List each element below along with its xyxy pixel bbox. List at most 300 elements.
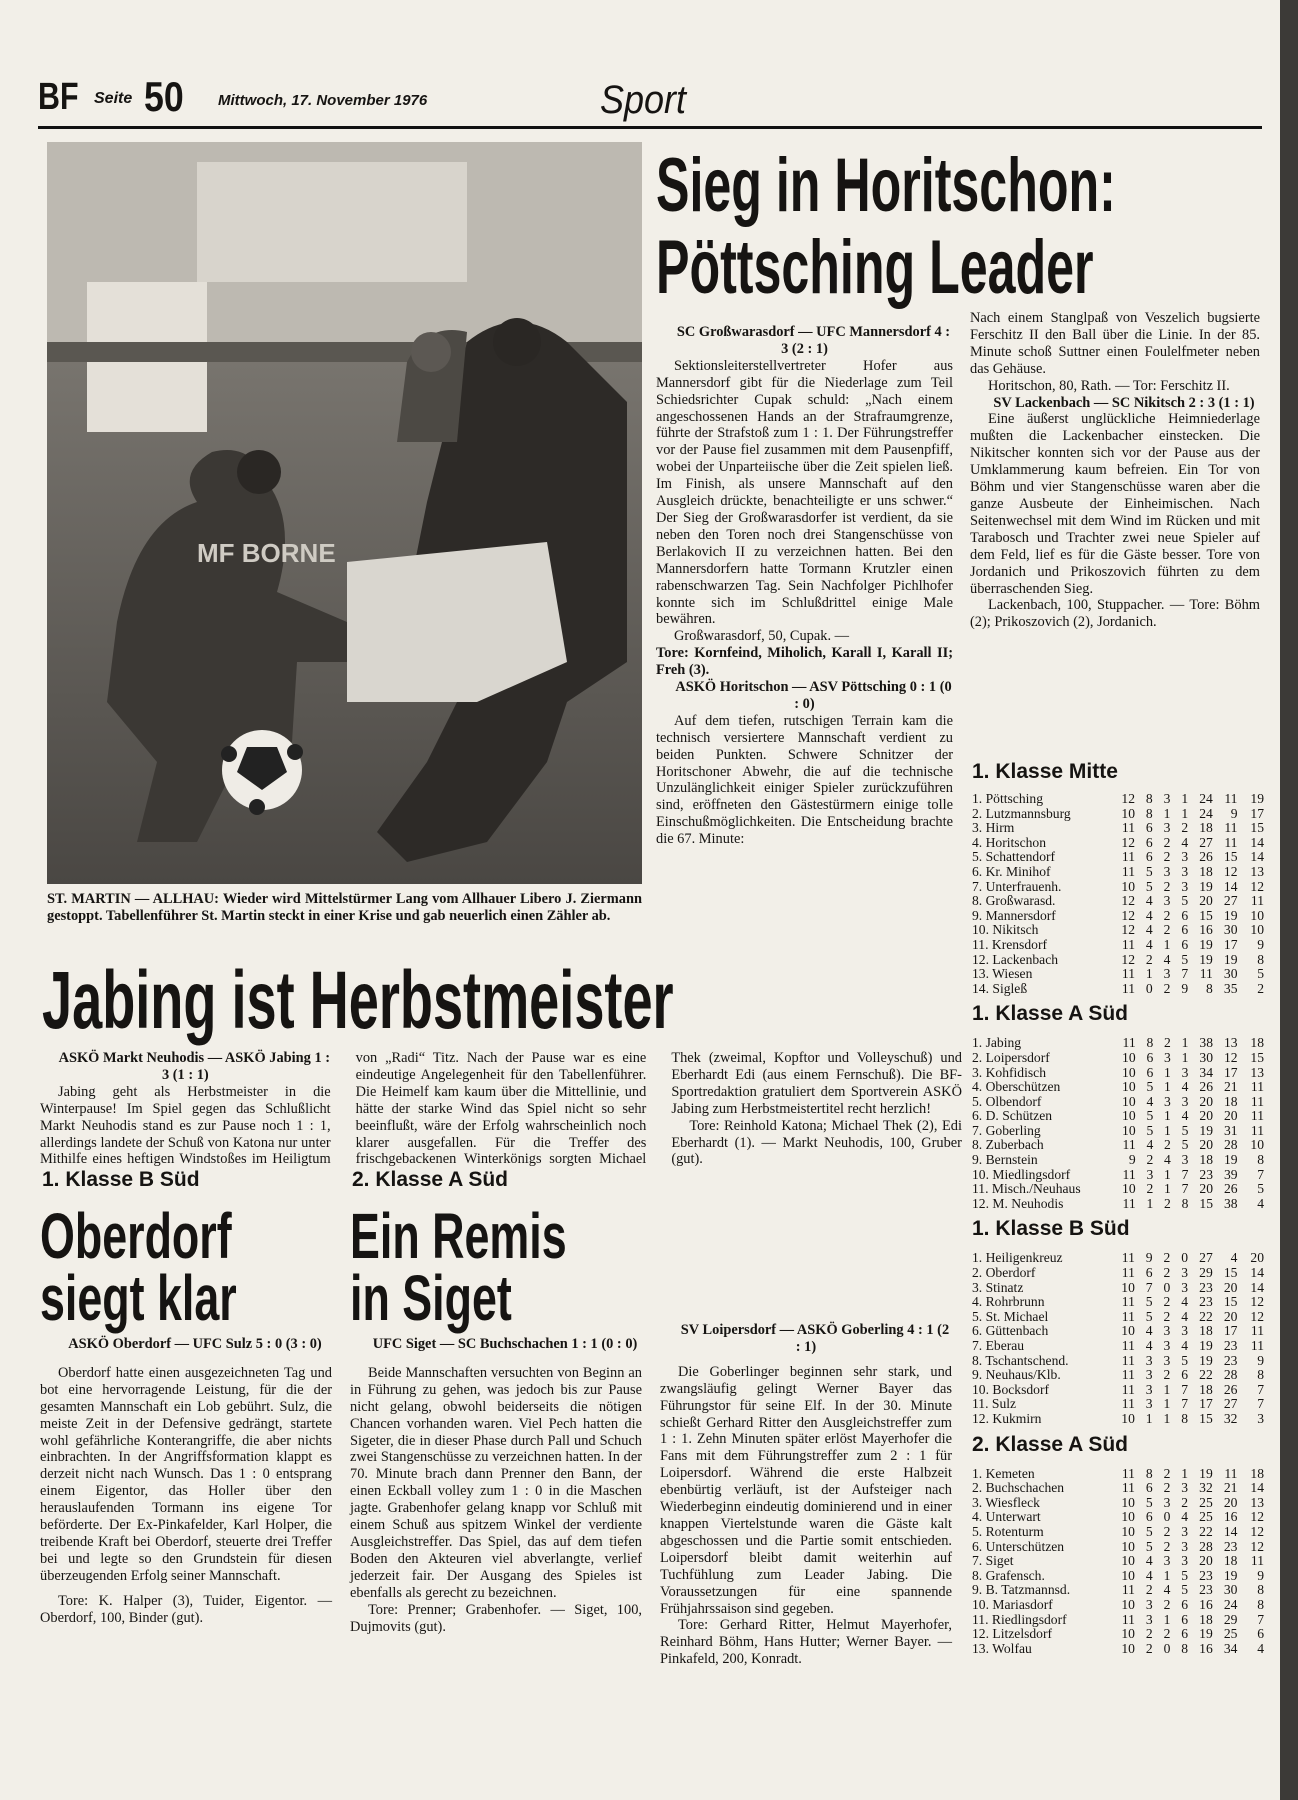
cell-points: 20 — [1250, 1250, 1264, 1266]
cell-team-name: 4. Horitschon — [972, 834, 1047, 850]
football-photo-illustration — [47, 142, 642, 884]
cell-games: 11 — [1121, 1582, 1135, 1598]
cell-wins: 5 — [1145, 1294, 1153, 1310]
cell-losses: 1 — [1181, 1049, 1189, 1065]
table-title-klasse-mitte: 1. Klasse Mitte — [972, 760, 1118, 783]
league-row — [972, 923, 1264, 938]
cell-points: 11 — [1250, 1079, 1264, 1095]
cell-goals-for: 15 — [1199, 1410, 1213, 1426]
match2-text: Auf dem tiefen, rutschigen Terrain kam die technisch versiertere Mannschaft verdient zu beiden Punkten. Schwere Schnitzer der Horitschoner Abwehr, die auf die technische Unzulänglichkeit einiger Spieler zurückzuführen sind, eröffneten den Gästestürmern einige tolle Einschußmöglichkeiten. Die Entscheidung brachte die 67. Minute: — [656, 712, 953, 848]
cell-losses: 6 — [1181, 1596, 1189, 1612]
cell-goals-against: 32 — [1223, 1410, 1238, 1426]
cell-team-name: 3. Wiesfleck — [972, 1494, 1040, 1510]
cell-goals-against: 14 — [1223, 878, 1238, 894]
cell-wins: 5 — [1145, 1494, 1153, 1510]
match1-title: SC Großwarasdorf — UFC Mannersdorf 4 : 3 (2 : 1) — [676, 324, 951, 357]
cell-losses: 3 — [1181, 1480, 1189, 1496]
cell-games: 10 — [1121, 878, 1135, 894]
cell-wins: 4 — [1145, 1323, 1153, 1339]
cell-goals-against: 26 — [1223, 1381, 1238, 1397]
cell-wins: 5 — [1145, 1308, 1153, 1324]
cell-points: 3 — [1257, 1410, 1264, 1426]
cell-draws: 1 — [1163, 936, 1171, 952]
league-row — [972, 821, 1264, 836]
siget-text: Beide Mannschaften versuchten von Beginn an in Führung zu gehen, was jedoch bis zur Pause nicht gelang, obwohl beiderseits die nötigen Chancen vorhanden waren. Viel Pech hatten die Sigeter, die in dieser Phase durch Pall und Schuch zwei Stangenschüsse zu verzeichnen hatten. In der 70. Minute brach dann Prenner den Bann, der einen Eckball volley zum 1 : 0 in die Maschen jagte. Grabenhofer gelang knapp vor Schluß mit einem Schuß aus spitzem Winkel der verdiente Ausgleichstreffer. Das Spiel, das auf dem tiefen Boden den Akteuren viel abverlangte, verlief jederzeit fair. Der Ausgang des Spieles ist ebenfalls als gerecht zu bezeichnen. — [350, 1364, 642, 1601]
photo-shirt-text: MF BORNE — [197, 538, 336, 568]
cell-goals-against: 24 — [1223, 1596, 1238, 1612]
cell-team-name: 5. Olbendorf — [972, 1093, 1042, 1109]
cell-wins: 4 — [1146, 1093, 1154, 1109]
cell-points: 8 — [1257, 951, 1264, 967]
cell-goals-for: 16 — [1199, 922, 1213, 938]
cell-games: 10 — [1121, 1410, 1135, 1426]
cell-goals-for: 16 — [1199, 1596, 1213, 1612]
oberdorf-title: ASKÖ Oberdorf — UFC Sulz 5 : 0 (3 : 0) — [68, 1336, 322, 1352]
league-row — [972, 850, 1264, 865]
cell-draws: 2 — [1163, 1294, 1171, 1310]
cell-goals-against: 14 — [1223, 1523, 1238, 1539]
cell-losses: 6 — [1181, 922, 1189, 938]
cell-goals-against: 38 — [1223, 1195, 1238, 1211]
cell-games: 10 — [1121, 1596, 1135, 1612]
masthead-rule — [38, 126, 1262, 129]
cell-draws: 2 — [1163, 980, 1171, 996]
cell-games: 12 — [1121, 893, 1135, 909]
cell-goals-for: 23 — [1199, 1294, 1213, 1310]
cell-losses: 6 — [1181, 1626, 1189, 1642]
cell-losses: 4 — [1181, 1079, 1189, 1095]
league-row — [972, 807, 1264, 822]
cell-games: 11 — [1121, 1381, 1135, 1397]
cell-goals-against: 11 — [1224, 791, 1238, 806]
cell-points: 15 — [1250, 820, 1264, 836]
league-row — [972, 1525, 1264, 1540]
jabing-text: Jabing geht als Herbstmeister in die Winterpause! Im Spiel gegen das Schlußlicht Markt Neuhodis stand es zur Pause noch 1 : 1, allerdings landete der Schuß von Katona nur unter Mithilfe eines heftigen Windstoßes im Heiligtum von „Radi“ Titz. Nach der Pause war es eine eindeutige Angelegenheit für den Tabellenführer. Die Heimelf kam kaum über die Mittellinie, und hätte der starke Wind das Spiel nicht so sehr beeinflußt, wäre der Erfolg wahrscheinlich noch klarer ausgefallen. Für die Treffer des frischgebackenen Winterkönigs sorgten Michael Thek (zweimal, Kopftor und Volleyschuß) und Eberhardt Edi (aus einem Fernschuß). Die BF-Sportredaktion gratuliert dem Sportverein ASKÖ Jabing zum Herbstmeistertitel recht herzlich! — [40, 1050, 962, 1168]
cell-draws: 2 — [1163, 878, 1171, 894]
cell-draws: 1 — [1163, 805, 1171, 821]
cell-wins: 6 — [1145, 820, 1153, 836]
cell-team-name: 2. Oberdorf — [972, 1265, 1036, 1281]
cell-losses: 3 — [1181, 863, 1189, 879]
cell-losses: 7 — [1181, 1181, 1189, 1197]
cell-games: 12 — [1121, 834, 1135, 850]
cell-team-name: 12. Litzelsdorf — [972, 1626, 1053, 1642]
cell-wins: 5 — [1145, 1538, 1153, 1554]
cell-draws: 0 — [1163, 1509, 1171, 1525]
cell-team-name: 13. Wolfau — [972, 1640, 1032, 1656]
cell-losses: 4 — [1181, 1509, 1189, 1525]
cell-games: 10 — [1121, 1494, 1135, 1510]
cell-wins: 4 — [1145, 922, 1153, 938]
cell-losses: 3 — [1181, 1064, 1189, 1080]
cell-points: 9 — [1257, 1352, 1264, 1368]
league-row — [972, 1153, 1264, 1168]
cell-goals-for: 17 — [1199, 1396, 1213, 1412]
cell-draws: 1 — [1164, 1122, 1171, 1138]
page-edge-shadow — [1280, 0, 1298, 1800]
cell-losses: 5 — [1181, 951, 1189, 967]
league-row — [972, 1182, 1264, 1197]
cell-goals-for: 38 — [1199, 1035, 1213, 1051]
league-row — [972, 1197, 1264, 1212]
league-row — [972, 894, 1264, 909]
cell-goals-against: 20 — [1223, 1108, 1238, 1124]
cell-wins: 6 — [1146, 1064, 1154, 1080]
league-table-2-klasse-a-sued — [972, 1467, 1264, 1657]
cell-wins: 6 — [1145, 849, 1153, 865]
cell-goals-against: 21 — [1223, 1079, 1238, 1095]
cell-points: 13 — [1250, 1064, 1264, 1080]
cell-draws: 2 — [1163, 907, 1171, 923]
loipersdorf-title: SV Loipersdorf — ASKÖ Goberling 4 : 1 (2 : 1) — [680, 1322, 950, 1355]
cell-draws: 3 — [1163, 1494, 1171, 1510]
cell-wins: 0 — [1145, 980, 1153, 996]
league-tables — [972, 760, 1264, 1656]
cell-losses: 8 — [1181, 1195, 1189, 1211]
cell-wins: 3 — [1145, 1381, 1153, 1397]
cell-draws: 0 — [1163, 1279, 1171, 1295]
cell-points: 10 — [1250, 907, 1264, 923]
cell-team-name: 8. Tschantschend. — [972, 1352, 1069, 1368]
cell-goals-for: 19 — [1199, 1122, 1213, 1138]
cell-games: 10 — [1122, 1079, 1136, 1095]
league-row — [972, 938, 1264, 953]
cell-draws: 1 — [1164, 1181, 1171, 1197]
cell-goals-against: 17 — [1223, 1064, 1238, 1080]
cell-wins: 4 — [1145, 936, 1153, 952]
league-row — [972, 1251, 1264, 1266]
cell-goals-against: 15 — [1223, 1265, 1238, 1281]
cell-points: 11 — [1250, 1323, 1264, 1339]
cell-points: 7 — [1257, 1166, 1264, 1182]
cell-points: 14 — [1250, 1279, 1264, 1295]
cell-draws: 1 — [1164, 1079, 1171, 1095]
cell-goals-for: 20 — [1199, 1181, 1213, 1197]
cell-points: 8 — [1257, 1152, 1264, 1168]
cell-points: 7 — [1257, 1611, 1264, 1627]
cell-wins: 5 — [1145, 878, 1153, 894]
masthead-seite-label: Seite — [94, 90, 133, 107]
cell-goals-for: 19 — [1199, 1465, 1213, 1481]
cell-wins: 8 — [1145, 791, 1153, 806]
match3-info: Lackenbach, 100, Stuppacher. — Tore: Böhm (2); Prikoszovich (2), Jordanich. — [970, 597, 1260, 631]
cell-goals-against: 23 — [1223, 1538, 1238, 1554]
cell-team-name: 7. Siget — [972, 1553, 1014, 1569]
cell-goals-for: 22 — [1199, 1523, 1213, 1539]
cell-games: 11 — [1121, 1396, 1135, 1412]
football-photo — [47, 142, 642, 884]
cell-wins: 6 — [1145, 1480, 1153, 1496]
cell-draws: 3 — [1164, 1093, 1171, 1109]
cell-goals-for: 19 — [1199, 936, 1213, 952]
cell-draws: 1 — [1163, 1611, 1171, 1627]
league-row — [972, 1036, 1264, 1051]
cell-goals-against: 20 — [1223, 1279, 1238, 1295]
cell-wins: 8 — [1146, 1035, 1154, 1051]
league-row — [972, 1281, 1264, 1296]
cell-games: 11 — [1121, 980, 1135, 996]
cell-wins: 5 — [1146, 1122, 1154, 1138]
cell-wins: 3 — [1145, 1352, 1153, 1368]
league-row — [972, 880, 1264, 895]
cell-goals-for: 25 — [1199, 1509, 1213, 1525]
league-row — [972, 1510, 1264, 1525]
cell-draws: 2 — [1163, 1523, 1171, 1539]
match1-tore: Tore: Kornfeind, Miholich, Karall I, Karall II; Freh (3). — [656, 645, 953, 679]
cell-team-name: 2. Lutzmannsburg — [972, 805, 1071, 821]
cell-team-name: 5. Schattendorf — [972, 849, 1056, 865]
cell-goals-against: 25 — [1223, 1626, 1238, 1642]
cell-games: 10 — [1121, 1523, 1135, 1539]
cell-losses: 4 — [1181, 1108, 1189, 1124]
cell-goals-against: 27 — [1223, 893, 1238, 909]
cell-games: 10 — [1121, 1567, 1135, 1583]
cell-wins: 3 — [1146, 1166, 1154, 1182]
cell-goals-for: 8 — [1206, 980, 1213, 996]
cell-points: 10 — [1250, 922, 1264, 938]
cell-goals-against: 34 — [1223, 1640, 1238, 1656]
cell-draws: 1 — [1163, 1567, 1171, 1583]
cell-wins: 3 — [1145, 1611, 1153, 1627]
cell-losses: 7 — [1181, 966, 1189, 982]
cell-points: 5 — [1257, 1181, 1264, 1197]
cell-games: 11 — [1121, 1367, 1135, 1383]
cell-goals-for: 23 — [1199, 1166, 1213, 1182]
cell-goals-against: 17 — [1223, 936, 1238, 952]
cell-games: 11 — [1121, 1465, 1135, 1481]
cell-draws: 2 — [1163, 1250, 1171, 1266]
cell-points: 13 — [1250, 1494, 1264, 1510]
cell-goals-against: 23 — [1223, 1338, 1238, 1353]
cell-points: 14 — [1250, 849, 1264, 865]
cell-losses: 8 — [1181, 1640, 1189, 1656]
cell-games: 11 — [1121, 1338, 1135, 1353]
cell-points: 12 — [1250, 1308, 1264, 1324]
cell-points: 10 — [1250, 1137, 1264, 1153]
cell-goals-against: 12 — [1223, 863, 1238, 879]
league-row — [972, 1324, 1264, 1339]
cell-losses: 3 — [1181, 1265, 1189, 1281]
cell-draws: 3 — [1163, 1338, 1171, 1353]
cell-draws: 2 — [1163, 922, 1171, 938]
league-row — [972, 1168, 1264, 1183]
cell-wins: 2 — [1146, 1152, 1154, 1168]
cell-games: 12 — [1121, 922, 1135, 938]
cell-draws: 1 — [1164, 1064, 1171, 1080]
cell-draws: 4 — [1163, 1582, 1171, 1598]
cell-draws: 2 — [1164, 1195, 1171, 1211]
cell-goals-against: 27 — [1223, 1396, 1238, 1412]
cell-draws: 1 — [1163, 1396, 1171, 1412]
league-row — [972, 865, 1264, 880]
cell-losses: 6 — [1181, 1367, 1189, 1383]
cell-losses: 3 — [1181, 1523, 1189, 1539]
cell-games: 12 — [1121, 907, 1135, 923]
league-table-klasse-b-sued — [972, 1251, 1264, 1426]
cell-draws: 3 — [1163, 863, 1171, 879]
cell-wins: 2 — [1145, 1626, 1153, 1642]
cell-goals-against: 21 — [1223, 1480, 1238, 1496]
cell-draws: 3 — [1163, 1553, 1171, 1569]
cell-team-name: 14. Sigleß — [972, 980, 1028, 996]
cell-goals-for: 27 — [1199, 1250, 1213, 1266]
cell-team-name: 6. D. Schützen — [972, 1108, 1053, 1124]
league-row — [972, 909, 1264, 924]
oberdorf-headline-1: Oberdorf — [40, 1200, 232, 1272]
cell-wins: 4 — [1145, 1338, 1153, 1353]
cell-losses: 5 — [1181, 1352, 1189, 1368]
cell-draws: 2 — [1164, 1137, 1171, 1153]
cell-points: 4 — [1257, 1195, 1264, 1211]
cell-goals-against: 20 — [1223, 1494, 1238, 1510]
siget-headline-1: Ein Remis — [350, 1200, 567, 1272]
cell-wins: 2 — [1145, 951, 1153, 967]
league-row — [972, 1138, 1264, 1153]
cell-draws: 2 — [1163, 1626, 1171, 1642]
cell-goals-for: 19 — [1199, 1352, 1213, 1368]
cell-goals-against: 16 — [1223, 1509, 1238, 1525]
cell-points: 7 — [1257, 1396, 1264, 1412]
cell-losses: 3 — [1181, 1279, 1189, 1295]
cell-goals-against: 19 — [1223, 907, 1238, 923]
league-row — [972, 1109, 1264, 1124]
cell-draws: 1 — [1163, 1410, 1171, 1426]
cell-losses: 8 — [1181, 1410, 1189, 1426]
cell-points: 8 — [1257, 1596, 1264, 1612]
cell-goals-against: 39 — [1223, 1166, 1238, 1182]
cell-wins: 2 — [1145, 1640, 1153, 1656]
cell-goals-against: 13 — [1223, 1035, 1238, 1051]
cell-losses: 5 — [1181, 893, 1189, 909]
jabing-headline: Jabing ist Herbstmeister — [42, 955, 674, 1046]
cell-team-name: 7. Goberling — [972, 1122, 1041, 1138]
loipersdorf-article — [660, 1322, 952, 1668]
cell-team-name: 4. Oberschützen — [972, 1079, 1061, 1095]
cell-goals-against: 18 — [1223, 1553, 1238, 1569]
cell-draws: 2 — [1164, 1035, 1171, 1051]
match3-text: Eine äußerst unglückliche Heimniederlage mußten die Lackenbacher einstecken. Die Nikitscher konnten sich vor der Pause aus der Umklammerung kaum befreien. Ein Tor von Böhm und vier Stangenschüsse waren aber die ganze Ausbeute der Einheimischen. Nach Seitenwechsel mit dem Wind im Rücken und mit Tarabosch und Trachter zwei neue Spieler auf dem Feld, lief es für die Gäste besser. Tore von Jordanich und Prikoszovich führten zu dem überraschenden Sieg. — [970, 411, 1260, 597]
cell-games: 10 — [1122, 1108, 1136, 1124]
cell-draws: 4 — [1164, 1152, 1171, 1168]
cell-goals-for: 20 — [1199, 893, 1213, 909]
cell-draws: 4 — [1163, 951, 1171, 967]
league-row — [972, 1569, 1264, 1584]
cell-games: 10 — [1122, 1093, 1136, 1109]
cell-team-name: 7. Unterfrauenh. — [972, 878, 1062, 894]
cell-wins: 4 — [1145, 907, 1153, 923]
cell-wins: 6 — [1145, 834, 1153, 850]
cell-draws: 2 — [1163, 1265, 1171, 1281]
siget-tore: Tore: Prenner; Grabenhofer. — Siget, 100, Dujmovits (gut). — [350, 1601, 642, 1635]
cell-points: 11 — [1250, 893, 1264, 909]
cell-draws: 2 — [1163, 1596, 1171, 1612]
cell-games: 11 — [1121, 820, 1135, 836]
cell-team-name: 10. Mariasdorf — [972, 1596, 1053, 1612]
cell-games: 11 — [1121, 1265, 1135, 1281]
masthead-logo: BF — [38, 76, 79, 118]
oberdorf-article — [40, 1168, 332, 1627]
col-b-text1: Nach einem Stanglpaß von Veszelich bugsierte Ferschitz II den Ball über die Linie. In der 85. Minute schoß Suttner einen Foulelfmeter neben das Gehäuse. — [970, 310, 1260, 377]
league-row — [972, 1080, 1264, 1095]
league-row — [972, 836, 1264, 851]
cell-draws: 3 — [1163, 1323, 1171, 1339]
cell-points: 9 — [1257, 936, 1264, 952]
cell-points: 11 — [1250, 1108, 1264, 1124]
cell-games: 10 — [1121, 1279, 1135, 1295]
league-row — [972, 1383, 1264, 1398]
cell-team-name: 6. Unterschützen — [972, 1538, 1065, 1554]
cell-wins: 2 — [1145, 1582, 1153, 1598]
masthead-page-number: 50 — [144, 73, 184, 120]
cell-points: 9 — [1257, 1567, 1264, 1583]
cell-wins: 2 — [1146, 1181, 1154, 1197]
cell-games: 11 — [1121, 936, 1135, 952]
league-row — [972, 1266, 1264, 1281]
cell-team-name: 11. Misch./Neuhaus — [972, 1181, 1081, 1197]
cell-team-name: 11. Sulz — [972, 1396, 1017, 1412]
match2-title: ASKÖ Horitschon — ASV Pöttsching 0 : 1 (0 : 0) — [675, 679, 952, 712]
cell-team-name: 1. Heiligenkreuz — [972, 1250, 1063, 1266]
cell-games: 10 — [1121, 1509, 1135, 1525]
cell-goals-against: 28 — [1223, 1367, 1238, 1383]
league-row — [972, 1368, 1264, 1383]
cell-losses: 6 — [1181, 907, 1189, 923]
cell-points: 8 — [1257, 1582, 1264, 1598]
cell-team-name: 12. M. Neuhodis — [972, 1195, 1064, 1211]
cell-draws: 2 — [1163, 1367, 1171, 1383]
cell-games: 11 — [1121, 1250, 1135, 1266]
cell-points: 11 — [1250, 1338, 1264, 1353]
cell-points: 4 — [1257, 1640, 1264, 1656]
cell-wins: 1 — [1145, 1410, 1153, 1426]
cell-draws: 2 — [1163, 1465, 1171, 1481]
cell-goals-against: 19 — [1223, 1152, 1238, 1168]
cell-losses: 1 — [1181, 805, 1189, 821]
cell-losses: 4 — [1181, 834, 1189, 850]
cell-wins: 6 — [1145, 1509, 1153, 1525]
league-row — [972, 1066, 1264, 1081]
cell-games: 11 — [1121, 966, 1135, 982]
table-title-klasse-a-sued: 1. Klasse A Süd — [972, 1002, 1129, 1026]
cell-points: 14 — [1250, 834, 1264, 850]
cell-wins: 5 — [1145, 1523, 1153, 1539]
cell-team-name: 6. Kr. Minihof — [972, 863, 1051, 879]
cell-goals-for: 23 — [1199, 1582, 1213, 1598]
league-row — [972, 1397, 1264, 1412]
main-headline-line2: Pöttsching Leader — [656, 225, 1094, 310]
cell-team-name: 4. Unterwart — [972, 1509, 1041, 1525]
cell-games: 9 — [1128, 1152, 1136, 1168]
cell-games: 10 — [1122, 1122, 1136, 1138]
cell-losses: 3 — [1181, 849, 1189, 865]
cell-goals-for: 18 — [1199, 1152, 1213, 1168]
cell-team-name: 8. Großwarasd. — [972, 893, 1056, 909]
cell-team-name: 5. Rotenturm — [972, 1523, 1044, 1539]
cell-team-name: 1. Pöttsching — [972, 791, 1043, 806]
cell-wins: 8 — [1145, 1465, 1153, 1481]
cell-games: 11 — [1121, 849, 1135, 865]
cell-losses: 1 — [1181, 1465, 1189, 1481]
cell-goals-for: 32 — [1199, 1480, 1213, 1496]
cell-points: 5 — [1257, 966, 1264, 982]
oberdorf-text: Oberdorf hatte einen ausgezeichneten Tag und bot eine hervorragende Leistung, für die der gesamten Mannschaft ein Lob gebührt. Sulz, die meiste Zeit in der Defensive gedrängt, startete wohl gefährliche Konterangriffe, die aber nichts einbrachten. In der Angriffsformation klappt es derzeit nicht nach Wunsch. Das 1 : 0 entsprang einem Eigentor, das Holler über den herauslaufenden Tormann ins eigene Tor beförderte. Der Ex-Pinkafelder, Karl Holper, die treibende Kraft bei Oberdorf, steuerte drei Treffer bei und legte so den Grundstein für diesen überzeugenden Erfolg seiner Mannschaft. — [40, 1364, 332, 1584]
column-b — [970, 310, 1260, 631]
cell-goals-against: 17 — [1223, 1323, 1238, 1339]
cell-losses: 4 — [1181, 1294, 1189, 1310]
cell-goals-against: 19 — [1223, 1567, 1238, 1583]
cell-goals-against: 4 — [1230, 1250, 1238, 1266]
cell-losses: 7 — [1181, 1381, 1189, 1397]
